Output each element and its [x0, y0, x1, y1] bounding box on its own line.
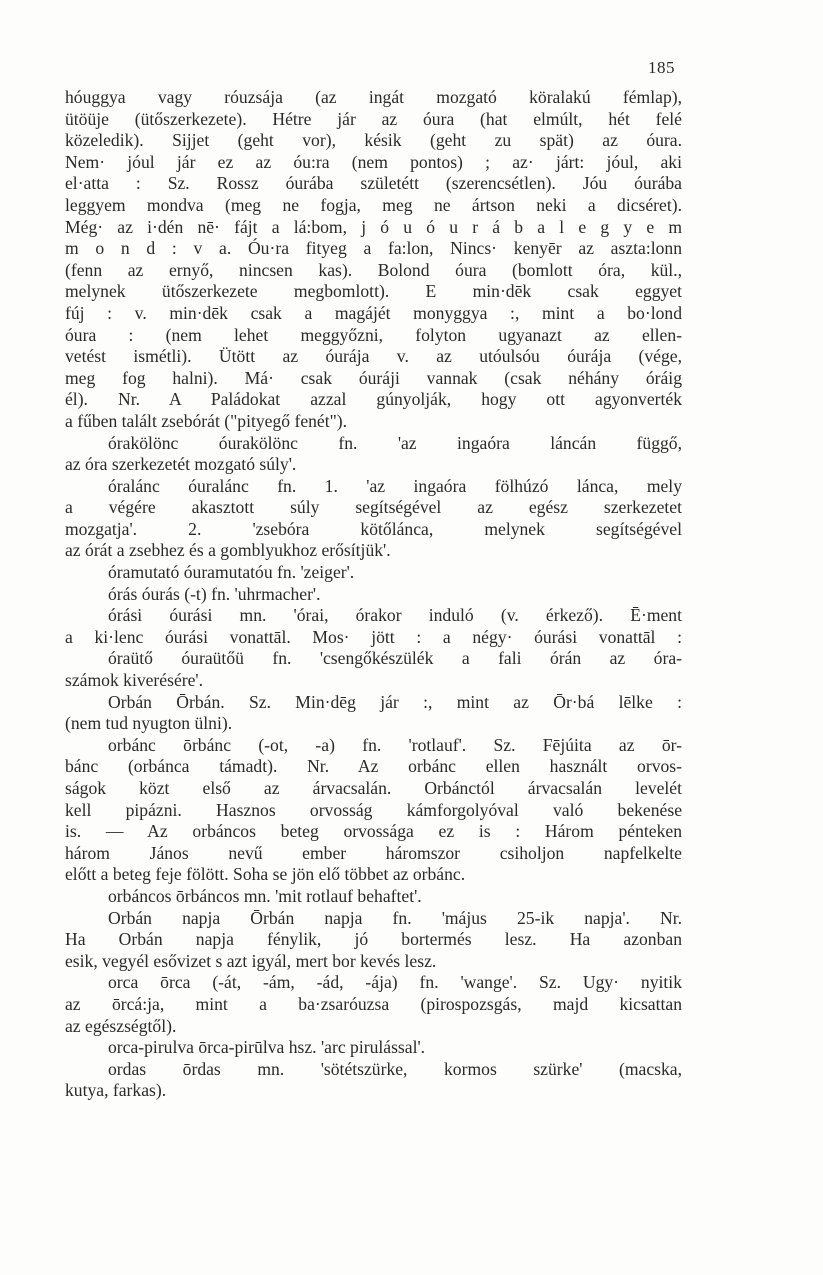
text-line: meg fog halni). Má· csak óuráji vannak (csak néhány óráig [65, 367, 682, 388]
text-line: az órát a zsebhez és a gomblyukhoz erősítjük'. [65, 540, 391, 561]
text-line: az egészségtől). [65, 1015, 177, 1036]
text-line: órakölönc óurakölönc fn. 'az ingaóra láncán függő, [108, 432, 682, 453]
text-line: órási óurási mn. 'órai, órakor induló (v. érkező). Ē·ment [108, 605, 682, 626]
text-line: Orbán napja Ōrbán napja fn. 'május 25-ik napja'. Nr. [108, 907, 682, 928]
text-line: orca-pirulva ōrca-pirūlva hsz. 'arc pirulással'. [108, 1037, 426, 1058]
text-line: (fenn az ernyő, nincsen kas). Bolond óura (bomlott óra, kül., [65, 259, 682, 280]
text-line: ságok közt első az árvacsalán. Orbánctól árvacsalán levelét [65, 778, 682, 798]
text-line: orca ōrca (-át, -ám, -ád, -ája) fn. 'wange'. Sz. Ugy· nyitik [108, 972, 682, 993]
text-line: a ki·lenc óurási vonattāl. Mos· jött : a négy· óurási vonattāl : [65, 626, 682, 647]
text-line: a végére akasztott súly segítségével az egész szerkezetet [65, 497, 682, 518]
text-line: Nem· jóul jár ez az óu:ra (nem pontos) ; az· járt: jóul, aki [65, 151, 682, 172]
text-line: óralánc óuralánc fn. 1. 'az ingaóra fölhúzó lánca, mely [108, 475, 682, 496]
text-line: él). Nr. A Paládokat azzal gúnyolják, hogy ott agyonverték [65, 389, 682, 410]
text-line: a fűben talált zsebórát ("pityegő fenét"). [65, 410, 348, 431]
text-line: az óra szerkezetét mozgató súly'. [65, 454, 297, 475]
text-line: órás óurás (-t) fn. 'uhrmacher'. [108, 583, 321, 604]
text-line: Orbán Ōrbán. Sz. Min·dēg jár :, mint az Ōr·bá lēlke : [108, 691, 682, 712]
text-line: óramutató óuramutatóu fn. 'zeiger'. [108, 562, 355, 583]
text-line: kell pipázni. Hasznos orvosság kámforgolyóval való bekenése [65, 799, 682, 820]
text-line: az ōrcá:ja, mint a ba·zsaróuzsa (pirospozsgás, majd kicsattan [65, 993, 682, 1014]
text-line: mozgatja'. 2. 'zsebóra kötőlánca, melynek segítségével [65, 518, 682, 539]
page-number: 185 [648, 58, 675, 77]
text-line: m o n d : v a. Óu·ra fityeg a fa:lon, Nincs· kenyēr az aszta:lonn [65, 238, 682, 259]
dictionary-text [65, 87, 682, 1102]
text-line: ordas ōrdas mn. 'sötétszürke, kormos szürke' (macska, [108, 1058, 682, 1079]
text-line: Ha Orbán napja fénylik, jó bortermés lesz. Ha azonban [65, 929, 682, 950]
text-line: leggyem mondva (meg ne fogja, meg ne ártson neki a dicséret). [65, 194, 682, 215]
text-line: is. — Az orbáncos beteg orvossága ez is : Három pénteken [65, 821, 682, 842]
text-line: fúj : v. min·dēk csak a magájét monyggya :, mint a bo·lond [65, 302, 682, 323]
text-line: (nem tud nyugton ülni). [65, 713, 233, 734]
text-line: orbánc ōrbánc (-ot, -a) fn. 'rotlauf'. Sz. Fējúita az ōr- [108, 734, 682, 755]
text-line: kutya, farkas). [65, 1080, 167, 1101]
text-line: előtt a beteg feje fölött. Soha se jön elő többet az orbánc. [65, 864, 466, 885]
text-line: vetést ismétli). Ütött az óurája v. az utóulsóu óurája (vége, [65, 346, 682, 367]
text-line: ütöüje (ütőszerkezete). Hétre jár az óura (hat elmúlt, hét felé [65, 108, 682, 129]
text-line: orbáncos ōrbáncos mn. 'mit rotlauf behaftet'. [108, 885, 422, 906]
text-line: esik, vegyél esővizet s azt igyál, mert bor kevés lesz. [65, 950, 437, 971]
text-line: melynek ütőszerkezete megbomlott). E min·dēk csak eggyet [65, 281, 682, 302]
text-line: közeledik). Sijjet (geht vor), késik (geht zu spät) az óura. [65, 130, 682, 151]
text-line: óraütő óuraütőü fn. 'csengőkészülék a fali órán az óra- [108, 648, 682, 669]
text-line: Még· az i·dén nē· fájt a lá:bom, j ó u ó u r á b a l e g y e m [65, 216, 682, 237]
text-line: óura : (nem lehet meggyőzni, folyton ugyanazt az ellen- [65, 324, 682, 345]
text-line: bánc (orbánca támadt). Nr. Az orbánc ellen használt orvos- [65, 756, 682, 777]
text-line: hóuggya vagy róuzsája (az ingát mozgató köralakú fémlap), [65, 87, 682, 107]
text-line: el·atta : Sz. Rossz óurába születétt (szerencsétlen). Jóu óurába [65, 173, 682, 194]
text-line: három János nevű ember háromszor csiholjon napfelkelte [65, 842, 682, 863]
text-line: számok kiverésére'. [65, 670, 203, 691]
